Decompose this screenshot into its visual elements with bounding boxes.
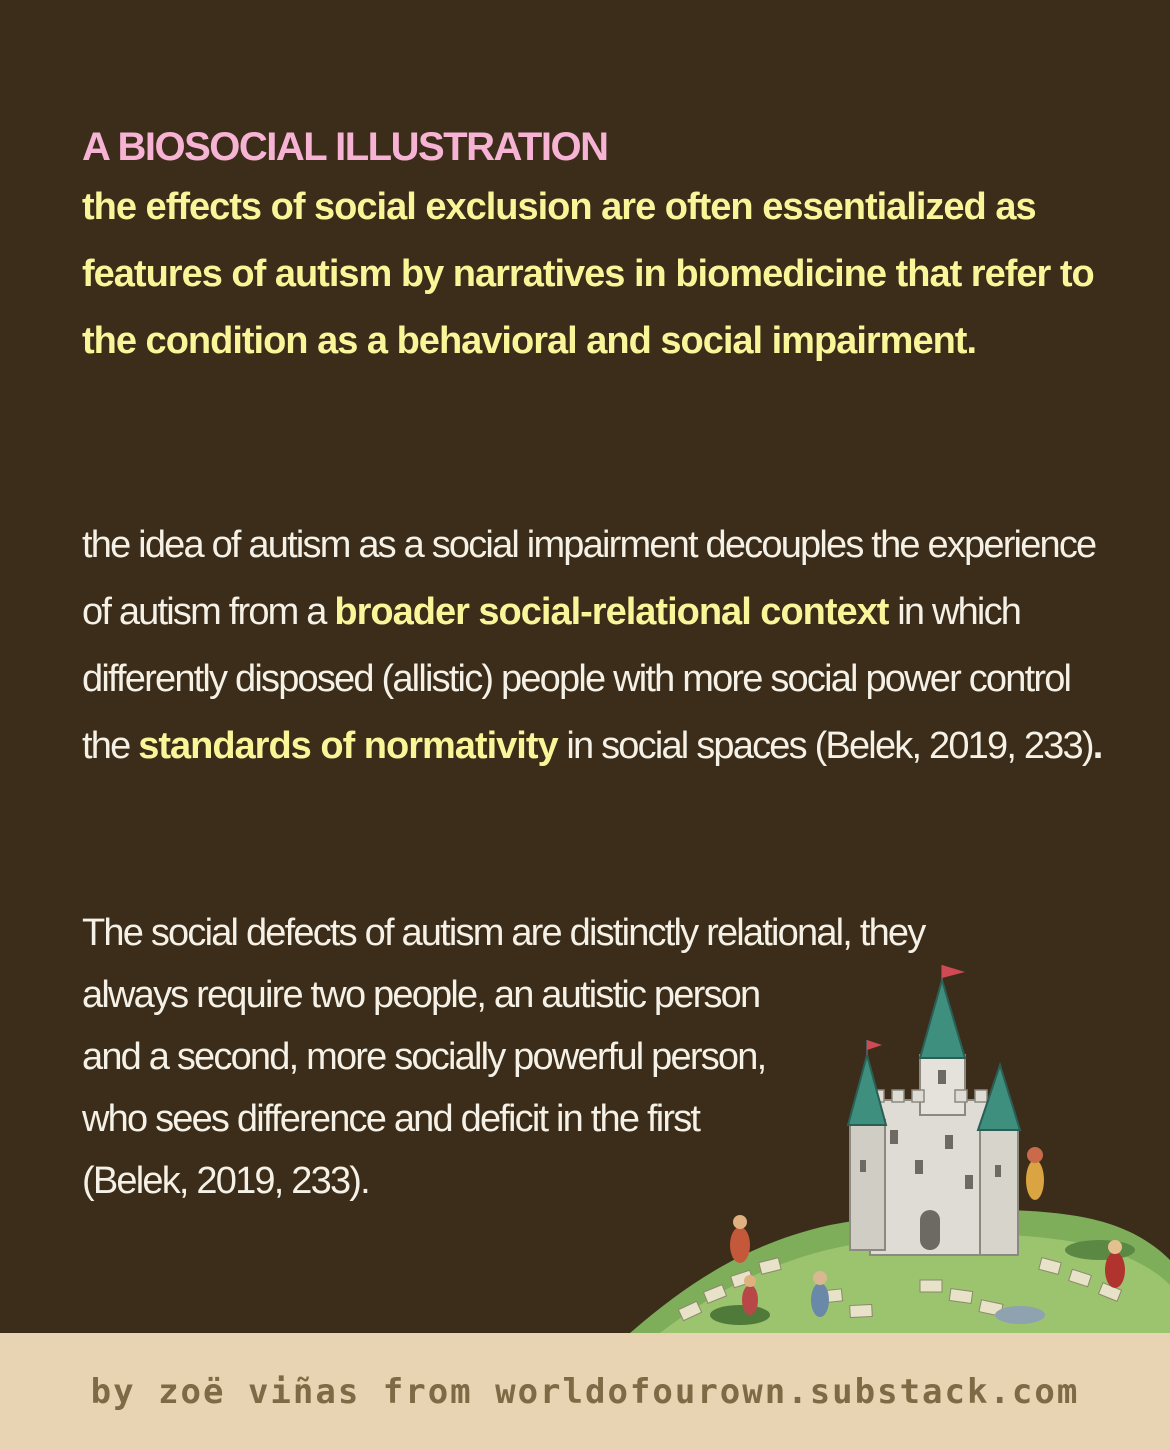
castle-boardgame-icon: [620, 960, 1170, 1333]
paragraph-2-part-1: the idea of autism as a social impairment decouples the experience of autism from a: [82, 524, 1096, 633]
paragraph-2-part-2: in which differently disposed (allistic) people with more social power control the: [82, 591, 1071, 767]
text-content: [82, 120, 1122, 1202]
paragraph-2-part-3: in social spaces (Belek, 2019, 233): [557, 725, 1093, 767]
highlight-social-relational-context: broader social-relational context: [334, 591, 889, 633]
poster-heading: A BIOSOCIAL ILLUSTRATION: [82, 125, 608, 169]
footer-credit: [0, 1333, 1170, 1450]
lead-paragraph: the effects of social exclusion are often essentialized as features of autism by narratives in biomedicine that refer to the condition as a behavioral and social impairment.: [82, 186, 1094, 362]
paragraph-3-line-1: The social defects of autism are distinctly relational, they: [82, 912, 925, 954]
paragraph-social-relational: [82, 512, 1122, 780]
paragraph-3-line-3: and a second, more socially powerful person,: [82, 1036, 766, 1078]
paragraph-2-end: .: [1092, 725, 1102, 767]
paragraph-3-line-2: always require two people, an autistic person: [82, 974, 760, 1016]
paragraph-3-line-5: (Belek, 2019, 233).: [82, 1160, 369, 1202]
paragraph-3-line-4: who sees difference and deficit in the first: [82, 1098, 700, 1140]
footer-credit-text: by zoë viñas from worldofourown.substack.com: [90, 1371, 1080, 1412]
highlight-standards-of-normativity: standards of normativity: [138, 725, 558, 767]
